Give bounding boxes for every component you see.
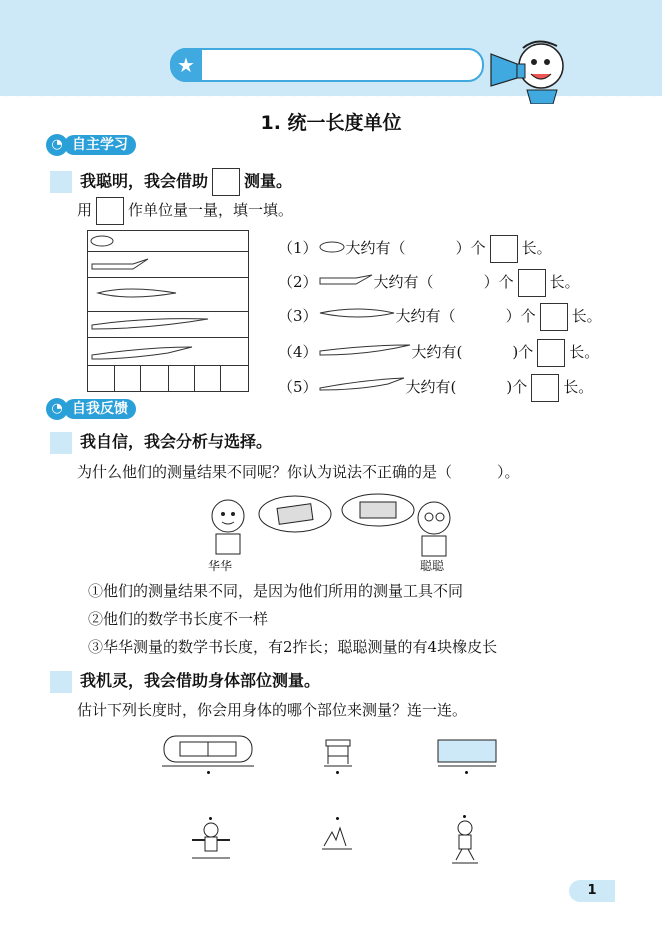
section-tag-label: 自我反馈 [64, 399, 136, 419]
item-5: （5） 大约有( )个 长。 [278, 374, 593, 402]
question-1-instruction: 用 作单位量一量，填一填。 [77, 197, 293, 225]
walking-step-icon [450, 820, 480, 866]
alarm-clock-icon: ◔ [46, 134, 68, 156]
item-4: （4） 大约有( )个 长。 [278, 339, 599, 367]
celery-icon [318, 374, 406, 392]
title-pill [170, 48, 484, 82]
cookie-icon [318, 241, 346, 253]
alarm-clock-icon: ◔ [46, 398, 68, 420]
answer-box[interactable] [490, 235, 518, 263]
name-congcong: 聪聪 [420, 559, 445, 573]
connect-dot[interactable] [463, 815, 466, 818]
page-title: 1. 统一长度单位 [260, 112, 402, 134]
question-2-heading: 我自信，我会分析与选择。 [50, 429, 272, 454]
two-kids-measuring-illustration [200, 492, 460, 558]
item-3: （3） 大约有（ ）个 长。 [278, 303, 602, 331]
unit-box [96, 197, 124, 225]
sports-field-icon [160, 734, 256, 768]
answer-box[interactable] [518, 269, 546, 297]
question-1-heading: 我聪明，我会借助 测量。 [50, 168, 292, 196]
connect-dot[interactable] [209, 817, 212, 820]
option-2[interactable]: ②他们的数学书长度不一样 [88, 610, 269, 628]
measure-grid [87, 230, 249, 392]
connect-dot[interactable] [465, 771, 468, 774]
connect-dot[interactable] [207, 771, 210, 774]
megaphone-boy-icon [487, 34, 567, 104]
question-3-heading: 我机灵，我会借助身体部位测量。 [50, 668, 320, 693]
carrot-icon [318, 273, 374, 287]
connect-dot[interactable] [336, 817, 339, 820]
item-2: （2） 大约有（ ）个 长。 [278, 269, 580, 297]
hand-span-icon [320, 822, 354, 852]
item-1: （1） 大约有（ ）个 长。 [278, 235, 552, 263]
answer-box[interactable] [537, 339, 565, 367]
arm-span-icon [190, 822, 232, 862]
heading-marker [50, 432, 72, 454]
desk-icon [322, 736, 354, 768]
option-1[interactable]: ①他们的测量结果不同，是因为他们所用的测量工具不同 [88, 582, 464, 600]
option-3[interactable]: ③华华测量的数学书长度，有2拃长；聪聪测量的有4块橡皮长 [88, 638, 498, 656]
name-huahua: 华华 [208, 559, 233, 573]
question-3-instruction: 估计下列长度时，你会用身体的哪个部位来测量？连一连。 [77, 701, 468, 719]
corn-icon [318, 305, 396, 321]
question-2-text: 为什么他们的测量结果不同呢？你认为说法不正确的是（ ）。 [77, 463, 520, 481]
page-number: 1 [569, 880, 615, 902]
heading-marker [50, 171, 72, 193]
vegetable-drawings [88, 231, 248, 365]
section-tag-label: 自主学习 [64, 135, 136, 155]
answer-box[interactable] [212, 168, 240, 196]
star-icon: ★ [170, 48, 202, 82]
blackboard-icon [436, 738, 500, 768]
heading-marker [50, 671, 72, 693]
green-onion-icon [318, 341, 412, 357]
connect-dot[interactable] [336, 771, 339, 774]
answer-box[interactable] [531, 374, 559, 402]
answer-box[interactable] [540, 303, 568, 331]
